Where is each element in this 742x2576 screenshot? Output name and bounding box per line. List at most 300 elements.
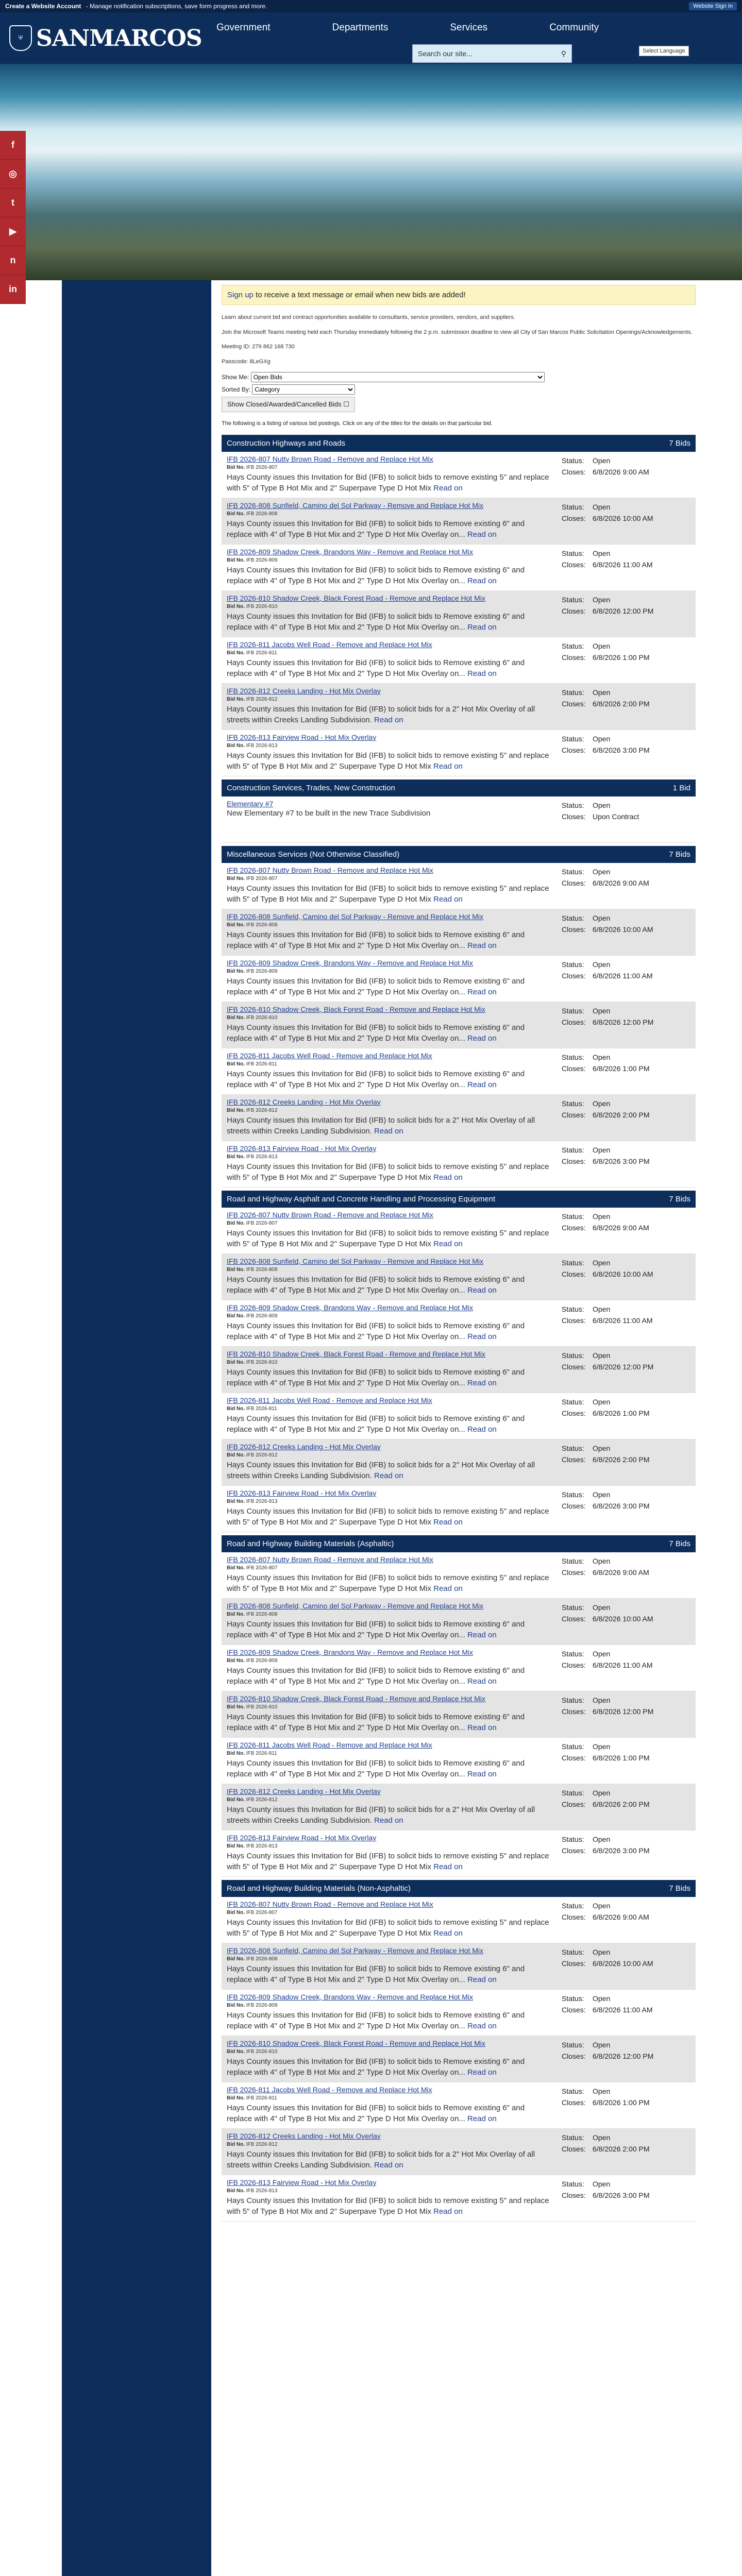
status-value: Open xyxy=(593,1351,611,1360)
bid-category xyxy=(222,779,696,843)
bid-info xyxy=(227,912,562,952)
bid-description-text: Hays County issues this Invitation for Bid (IFB) to solicit bids to remove existing 5" and replace with 5" of Type B Hot Mix and 2" Superpave Type D Hot Mix xyxy=(227,1162,549,1182)
bid-number-label: Bid No. xyxy=(227,1658,245,1664)
closes-value: 6/8/2026 1:00 PM xyxy=(593,1754,650,1762)
account-text: - Manage notification subscriptions, save form progress and more. xyxy=(84,3,267,10)
closes-value: 6/8/2026 9:00 AM xyxy=(593,1224,649,1232)
search-input[interactable] xyxy=(412,44,572,63)
bid-info xyxy=(227,2039,562,2079)
bid-description-text: Hays County issues this Invitation for Bid (IFB) to solicit bids to Remove existing 6" and replace with 4" of Type B Hot Mix and 2" Type D Hot Mix Overlay on... xyxy=(227,1023,525,1043)
nav-community[interactable]: Community xyxy=(549,22,599,33)
read-on-link[interactable]: Read on xyxy=(467,1975,497,1984)
bid-category xyxy=(222,1191,696,1532)
nav-government[interactable]: Government xyxy=(216,22,271,33)
bid-description xyxy=(227,1851,551,1872)
bid-description-text: Hays County issues this Invitation for Bid (IFB) to solicit bids to Remove existing 6" and replace with 4" of Type B Hot Mix and 2" Type D Hot Mix Overlay on... xyxy=(227,2057,525,2077)
bid-number xyxy=(227,2095,551,2101)
bid-row xyxy=(222,1897,696,1943)
read-on-link[interactable]: Read on xyxy=(467,1286,497,1295)
status-label: Status: xyxy=(562,688,584,697)
bid-description-text: Hays County issues this Invitation for Bid (IFB) to solicit bids to remove existing 5" and replace with 5" of Type B Hot Mix and 2" Superpave Type D Hot Mix xyxy=(227,2196,549,2216)
bid-title-link[interactable]: IFB 2026-812 Creeks Landing - Hot Mix Overlay xyxy=(227,1443,381,1451)
bid-row xyxy=(222,1300,696,1347)
bid-number-value: IFB 2026-811 xyxy=(246,1061,277,1067)
bid-title-link[interactable]: IFB 2026-807 Nutty Brown Road - Remove and Replace Hot Mix xyxy=(227,1555,433,1564)
bid-status xyxy=(562,1993,690,2032)
bid-number xyxy=(227,465,551,470)
bid-description xyxy=(227,2195,551,2217)
bid-description-text: Hays County issues this Invitation for Bid (IFB) to solicit bids to Remove existing 6" and replace with 4" of Type B Hot Mix and 2" Type D Hot Mix Overlay on... xyxy=(227,2104,525,2123)
bid-row xyxy=(222,2175,696,2222)
closes-label: Closes: xyxy=(562,925,586,934)
bid-row xyxy=(222,684,696,730)
main-area xyxy=(0,280,742,2576)
bid-description xyxy=(227,565,551,586)
bid-number-value: IFB 2026-808 xyxy=(246,922,278,928)
status-label: Status: xyxy=(562,960,584,969)
bid-status xyxy=(562,1257,690,1297)
bid-title-link[interactable]: IFB 2026-813 Fairview Road - Hot Mix Overlay xyxy=(227,1834,377,1842)
bid-title-link[interactable]: IFB 2026-813 Fairview Road - Hot Mix Overlay xyxy=(227,1489,377,1497)
status-label: Status: xyxy=(562,735,584,743)
category-count: 7 Bids xyxy=(669,850,690,859)
bid-number-value: IFB 2026-807 xyxy=(246,876,278,882)
bid-number xyxy=(227,1108,551,1113)
read-on-link[interactable]: Read on xyxy=(467,1425,497,1434)
bid-info xyxy=(227,1648,562,1688)
status-value: Open xyxy=(593,1789,611,1797)
closes-value: 6/8/2026 11:00 AM xyxy=(593,1661,653,1670)
status-label: Status: xyxy=(562,1053,584,1061)
bid-title-link[interactable]: IFB 2026-809 Shadow Creek, Brandons Way - Remove and Replace Hot Mix xyxy=(227,959,474,967)
bid-info xyxy=(227,1211,562,1250)
status-value: Open xyxy=(593,1902,611,1910)
read-on-link[interactable]: Read on xyxy=(433,1929,463,1938)
read-on-link[interactable]: Read on xyxy=(467,1379,497,1387)
bid-row xyxy=(222,730,696,776)
bid-number xyxy=(227,1956,551,1962)
bid-title-link[interactable]: IFB 2026-811 Jacobs Well Road - Remove and Replace Hot Mix xyxy=(227,640,432,649)
closes-label: Closes: xyxy=(562,653,586,662)
bid-description-text: Hays County issues this Invitation for Bid (IFB) to solicit bids to Remove existing 6" and replace with 4" of Type B Hot Mix and 2" Type D Hot Mix Overlay on... xyxy=(227,1275,525,1295)
status-value: Open xyxy=(593,868,611,876)
bid-title-link[interactable]: IFB 2026-808 Sunfield, Camino del Sol Parkway - Remove and Replace Hot Mix xyxy=(227,1257,484,1265)
bid-number-label: Bid No. xyxy=(227,1612,245,1617)
read-on-link[interactable]: Read on xyxy=(433,2207,463,2216)
search-icon[interactable]: ⚲ xyxy=(561,49,566,58)
bid-number-value: IFB 2026-809 xyxy=(246,557,278,563)
bid-number-value: IFB 2026-808 xyxy=(246,1956,278,1962)
bid-number-label: Bid No. xyxy=(227,1797,245,1803)
nextdoor-icon[interactable]: n xyxy=(0,246,26,275)
bid-title-link[interactable]: IFB 2026-807 Nutty Brown Road - Remove and Replace Hot Mix xyxy=(227,1900,433,1908)
read-on-link[interactable]: Read on xyxy=(467,669,497,678)
read-on-link[interactable]: Read on xyxy=(467,1723,497,1732)
read-on-link[interactable]: Read on xyxy=(467,988,497,996)
bid-title-link[interactable]: IFB 2026-811 Jacobs Well Road - Remove and Replace Hot Mix xyxy=(227,1052,432,1060)
category-header xyxy=(222,1191,696,1208)
read-on-link[interactable]: Read on xyxy=(433,895,463,904)
read-on-link[interactable]: Read on xyxy=(467,941,497,950)
bid-number-label: Bid No. xyxy=(227,1154,245,1160)
read-on-link[interactable]: Read on xyxy=(433,762,463,771)
read-on-link[interactable]: Read on xyxy=(433,1173,463,1182)
nav-services[interactable]: Services xyxy=(450,22,488,33)
signup-link[interactable]: Sign up xyxy=(227,291,254,299)
status-label: Status: xyxy=(562,1789,584,1797)
bid-status xyxy=(562,2039,690,2079)
bid-title-link[interactable]: IFB 2026-810 Shadow Creek, Black Forest Road - Remove and Replace Hot Mix xyxy=(227,1005,485,1013)
bid-number xyxy=(227,969,551,974)
bid-title-link[interactable]: Elementary #7 xyxy=(227,800,274,808)
bid-number-value: IFB 2026-810 xyxy=(246,1360,278,1365)
signup-text: to receive a text message or email when new bids are added! xyxy=(253,291,466,299)
status-label: Status: xyxy=(562,2180,584,2188)
bid-number-label: Bid No. xyxy=(227,1910,245,1916)
bid-number-value: IFB 2026-809 xyxy=(246,1658,278,1664)
bid-row xyxy=(222,1393,696,1439)
closes-label: Closes: xyxy=(562,1913,586,1922)
bid-category xyxy=(222,846,696,1188)
bid-number-label: Bid No. xyxy=(227,2188,245,2194)
status-label: Status: xyxy=(562,1742,584,1751)
bid-info xyxy=(227,1489,562,1529)
bid-description-text: Hays County issues this Invitation for Bid (IFB) to solicit bids to remove existing 5" and replace with 5" of Type B Hot Mix and 2" Superpave Type D Hot Mix xyxy=(227,1852,549,1871)
bid-title-link[interactable]: IFB 2026-811 Jacobs Well Road - Remove and Replace Hot Mix xyxy=(227,2086,432,2094)
logo-text: SANMARCOS xyxy=(36,25,202,52)
bid-info xyxy=(227,640,562,680)
closes-value: 6/8/2026 1:00 PM xyxy=(593,2098,650,2107)
bid-number-label: Bid No. xyxy=(227,1015,245,1021)
bid-title-link[interactable]: IFB 2026-810 Shadow Creek, Black Forest Road - Remove and Replace Hot Mix xyxy=(227,2039,485,2047)
closes-value: 6/8/2026 12:00 PM xyxy=(593,1707,654,1716)
bid-title-link[interactable]: IFB 2026-809 Shadow Creek, Brandons Way - Remove and Replace Hot Mix xyxy=(227,1993,474,2001)
bid-description xyxy=(227,1711,551,1733)
bid-status xyxy=(562,866,690,906)
bid-number-label: Bid No. xyxy=(227,1565,245,1571)
bid-info xyxy=(227,1005,562,1045)
bid-row xyxy=(222,796,696,843)
bid-status xyxy=(562,1052,690,1091)
bid-title-link[interactable]: IFB 2026-808 Sunfield, Camino del Sol Parkway - Remove and Replace Hot Mix xyxy=(227,501,484,510)
closes-value: 6/8/2026 10:00 AM xyxy=(593,925,653,934)
closes-label: Closes: xyxy=(562,1018,586,1027)
bid-number-value: IFB 2026-810 xyxy=(246,604,278,609)
bid-title-link[interactable]: IFB 2026-812 Creeks Landing - Hot Mix Overlay xyxy=(227,687,381,695)
bid-title-link[interactable]: IFB 2026-807 Nutty Brown Road - Remove and Replace Hot Mix xyxy=(227,455,433,463)
bid-description-text: Hays County issues this Invitation for Bid (IFB) to solicit bids for a 2" Hot Mix Overlay of all streets within Creeks Landing Subdivision. xyxy=(227,705,535,724)
bid-status xyxy=(562,455,690,495)
bid-title-link[interactable]: IFB 2026-813 Fairview Road - Hot Mix Overlay xyxy=(227,1144,377,1153)
nav-departments[interactable]: Departments xyxy=(332,22,389,33)
read-on-link[interactable]: Read on xyxy=(433,1240,463,1248)
read-on-link[interactable]: Read on xyxy=(467,1080,497,1089)
bid-title-link[interactable]: IFB 2026-810 Shadow Creek, Black Forest Road - Remove and Replace Hot Mix xyxy=(227,594,485,602)
bid-title-link[interactable]: IFB 2026-811 Jacobs Well Road - Remove and Replace Hot Mix xyxy=(227,1396,432,1404)
bid-number-label: Bid No. xyxy=(227,1313,245,1319)
bid-info xyxy=(227,1834,562,1873)
bid-number xyxy=(227,1910,551,1916)
bid-row xyxy=(222,1048,696,1095)
bid-title-link[interactable]: IFB 2026-810 Shadow Creek, Black Forest Road - Remove and Replace Hot Mix xyxy=(227,1350,485,1358)
bid-description xyxy=(227,2149,551,2171)
read-on-link[interactable]: Read on xyxy=(467,530,497,539)
bid-title-link[interactable]: IFB 2026-810 Shadow Creek, Black Forest Road - Remove and Replace Hot Mix xyxy=(227,1694,485,1703)
bid-description-text: Hays County issues this Invitation for Bid (IFB) to solicit bids to Remove existing 6" and replace with 4" of Type B Hot Mix and 2" Type D Hot Mix Overlay on... xyxy=(227,1070,525,1089)
read-on-link[interactable]: Read on xyxy=(467,1631,497,1639)
status-label: Status: xyxy=(562,1099,584,1108)
bid-number-value: IFB 2026-809 xyxy=(246,1313,278,1319)
listing-note: The following is a listing of various bid postings. Click on any of the titles for the details on that particular bid. xyxy=(222,420,493,427)
website-sign-in-button[interactable]: Website Sign In xyxy=(689,2,737,10)
bid-number-label: Bid No. xyxy=(227,1221,245,1226)
status-value: Open xyxy=(593,735,611,743)
closed-bids-checkbox[interactable]: Show Closed/Awarded/Cancelled Bids ☐ xyxy=(222,397,355,412)
bid-number-value: IFB 2026-813 xyxy=(246,1154,278,1160)
read-on-link[interactable]: Read on xyxy=(467,1770,497,1778)
bid-description-text: Hays County issues this Invitation for Bid (IFB) to solicit bids for a 2" Hot Mix Overlay of all streets within Creeks Landing Subdivision. xyxy=(227,1461,535,1480)
bid-row xyxy=(222,909,696,956)
bid-number xyxy=(227,2049,551,2055)
bid-title-link[interactable]: IFB 2026-812 Creeks Landing - Hot Mix Overlay xyxy=(227,1787,381,1795)
bid-number-label: Bid No. xyxy=(227,1704,245,1710)
bid-info xyxy=(227,1303,562,1343)
bid-description xyxy=(227,1161,551,1183)
read-on-link[interactable]: Read on xyxy=(374,1471,403,1480)
category-header xyxy=(222,1880,696,1897)
bid-info xyxy=(227,548,562,587)
linkedin-icon[interactable]: in xyxy=(0,275,26,304)
bid-title-link[interactable]: IFB 2026-809 Shadow Creek, Brandons Way - Remove and Replace Hot Mix xyxy=(227,1648,474,1656)
read-on-link[interactable]: Read on xyxy=(467,623,497,632)
bid-categories xyxy=(216,435,701,2222)
bid-title-link[interactable]: IFB 2026-812 Creeks Landing - Hot Mix Overlay xyxy=(227,2132,381,2140)
bid-info xyxy=(227,2178,562,2218)
closes-label: Closes: xyxy=(562,2006,586,2014)
read-on-link[interactable]: Read on xyxy=(467,2022,497,2030)
bid-status xyxy=(562,2178,690,2218)
bid-number-label: Bid No. xyxy=(227,2003,245,2008)
site-header xyxy=(0,12,742,64)
bid-description xyxy=(227,704,551,725)
bid-info xyxy=(227,1900,562,1940)
bid-description xyxy=(227,1367,551,1388)
bid-status xyxy=(562,733,690,773)
bid-status xyxy=(562,1144,690,1184)
bid-row xyxy=(222,545,696,591)
bid-title-link[interactable]: IFB 2026-807 Nutty Brown Road - Remove and Replace Hot Mix xyxy=(227,1211,433,1219)
bid-info xyxy=(227,1555,562,1595)
category-name: Construction Highways and Roads xyxy=(227,439,346,448)
bid-info xyxy=(227,1787,562,1827)
bid-status xyxy=(562,1396,690,1436)
read-on-link[interactable]: Read on xyxy=(433,1584,463,1593)
bid-description xyxy=(227,1917,551,1939)
bid-number-value: IFB 2026-809 xyxy=(246,2003,278,2008)
closes-label: Closes: xyxy=(562,1661,586,1670)
bid-description xyxy=(227,976,551,997)
status-value: Open xyxy=(593,1742,611,1751)
closes-label: Closes: xyxy=(562,1846,586,1855)
read-on-link[interactable]: Read on xyxy=(374,716,403,724)
social-bar xyxy=(0,131,26,304)
status-label: Status: xyxy=(562,1835,584,1843)
bid-number xyxy=(227,1452,551,1458)
status-value: Open xyxy=(593,1650,611,1658)
bid-row xyxy=(222,1738,696,1784)
bid-status xyxy=(562,1834,690,1873)
closes-value: 6/8/2026 12:00 PM xyxy=(593,1018,654,1027)
show-select[interactable] xyxy=(251,372,545,382)
bid-title-link[interactable]: IFB 2026-809 Shadow Creek, Brandons Way - Remove and Replace Hot Mix xyxy=(227,548,474,556)
bid-title-link[interactable]: IFB 2026-808 Sunfield, Camino del Sol Parkway - Remove and Replace Hot Mix xyxy=(227,1602,484,1610)
bid-number xyxy=(227,1797,551,1803)
top-bar xyxy=(0,0,742,12)
category-count: 7 Bids xyxy=(669,439,690,448)
status-value: Open xyxy=(593,642,611,650)
bid-number xyxy=(227,511,551,517)
status-value: Open xyxy=(593,1994,611,2003)
facebook-icon[interactable]: f xyxy=(0,131,26,160)
closes-value: 6/8/2026 2:00 PM xyxy=(593,1800,650,1809)
category-count: 7 Bids xyxy=(669,1539,690,1548)
bid-title-link[interactable]: IFB 2026-813 Fairview Road - Hot Mix Overlay xyxy=(227,2178,377,2187)
category-name: Road and Highway Asphalt and Concrete Handling and Processing Equipment xyxy=(227,1195,496,1204)
status-value: Open xyxy=(593,2087,611,2095)
read-on-link[interactable]: Read on xyxy=(467,1034,497,1043)
bid-number-label: Bid No. xyxy=(227,2142,245,2147)
bid-info xyxy=(227,1694,562,1734)
bid-number xyxy=(227,1612,551,1617)
read-on-link[interactable]: Read on xyxy=(374,1816,403,1825)
bid-number xyxy=(227,922,551,928)
bid-info xyxy=(227,733,562,773)
status-value: Open xyxy=(593,1948,611,1956)
status-value: Open xyxy=(593,456,611,465)
youtube-icon[interactable]: ▶ xyxy=(0,217,26,246)
bid-title-link[interactable]: IFB 2026-808 Sunfield, Camino del Sol Parkway - Remove and Replace Hot Mix xyxy=(227,1946,484,1955)
read-on-link[interactable]: Read on xyxy=(467,1677,497,1686)
bid-title-link[interactable]: IFB 2026-811 Jacobs Well Road - Remove and Replace Hot Mix xyxy=(227,1741,432,1749)
bid-description-text: Hays County issues this Invitation for Bid (IFB) to solicit bids for a 2" Hot Mix Overlay of all streets within Creeks Landing Subdivision. xyxy=(227,1805,535,1825)
bid-info xyxy=(227,2086,562,2125)
bid-description xyxy=(227,2056,551,2078)
bid-row xyxy=(222,1691,696,1738)
closes-value: 6/8/2026 3:00 PM xyxy=(593,746,650,755)
bid-title-link[interactable]: IFB 2026-807 Nutty Brown Road - Remove and Replace Hot Mix xyxy=(227,866,433,874)
bid-status xyxy=(562,501,690,541)
bid-number-value: IFB 2026-811 xyxy=(246,1751,277,1756)
bid-row xyxy=(222,1486,696,1532)
closes-label: Closes: xyxy=(562,746,586,755)
bid-description-text: Hays County issues this Invitation for Bid (IFB) to solicit bids for a 2" Hot Mix Overlay of all streets within Creeks Landing Subdivision. xyxy=(227,1116,535,1136)
bid-number xyxy=(227,2142,551,2147)
closes-label: Closes: xyxy=(562,1754,586,1762)
status-value: Open xyxy=(593,1603,611,1612)
read-on-link[interactable]: Read on xyxy=(433,1862,463,1871)
closes-value: 6/8/2026 9:00 AM xyxy=(593,1568,649,1577)
bid-number-value: IFB 2026-812 xyxy=(246,2142,278,2147)
twitter-icon[interactable]: t xyxy=(0,189,26,217)
bid-title-link[interactable]: IFB 2026-809 Shadow Creek, Brandons Way - Remove and Replace Hot Mix xyxy=(227,1303,474,1312)
bid-description-text: Hays County issues this Invitation for Bid (IFB) to solicit bids to remove existing 5" and replace with 5" of Type B Hot Mix and 2" Superpave Type D Hot Mix xyxy=(227,751,549,771)
bid-number-value: IFB 2026-813 xyxy=(246,1843,278,1849)
status-label: Status: xyxy=(562,1212,584,1221)
status-label: Status: xyxy=(562,1994,584,2003)
bid-number xyxy=(227,876,551,882)
closes-label: Closes: xyxy=(562,1316,586,1325)
language-select[interactable]: Select Language xyxy=(639,46,689,56)
bid-row xyxy=(222,1831,696,1877)
bid-number-label: Bid No. xyxy=(227,2095,245,2101)
read-on-link[interactable]: Read on xyxy=(374,2161,403,2170)
bid-info xyxy=(227,2132,562,2172)
status-label: Status: xyxy=(562,868,584,876)
bid-status xyxy=(562,1098,690,1138)
bid-info xyxy=(227,1946,562,1986)
closes-value: 6/8/2026 11:00 AM xyxy=(593,561,653,569)
read-on-link[interactable]: Read on xyxy=(467,1332,497,1341)
create-account-link[interactable]: Create a Website Account xyxy=(5,3,81,10)
bid-info xyxy=(227,1443,562,1482)
bid-description-text: Hays County issues this Invitation for Bid (IFB) to solicit bids to Remove existing 6" and replace with 4" of Type B Hot Mix and 2" Type D Hot Mix Overlay on... xyxy=(227,1759,525,1778)
bid-status xyxy=(562,2086,690,2125)
closes-label: Closes: xyxy=(562,1615,586,1623)
status-label: Status: xyxy=(562,2087,584,2095)
bid-status xyxy=(562,1350,690,1389)
read-on-link[interactable]: Read on xyxy=(467,2114,497,2123)
closes-value: 6/8/2026 11:00 AM xyxy=(593,2006,653,2014)
bid-number-label: Bid No. xyxy=(227,969,245,974)
bid-title-link[interactable]: IFB 2026-808 Sunfield, Camino del Sol Parkway - Remove and Replace Hot Mix xyxy=(227,912,484,921)
instagram-icon[interactable]: ◎ xyxy=(0,160,26,189)
status-value: Open xyxy=(593,1305,611,1313)
bid-number xyxy=(227,1015,551,1021)
bid-title-link[interactable]: IFB 2026-813 Fairview Road - Hot Mix Overlay xyxy=(227,733,377,741)
bid-number-value: IFB 2026-810 xyxy=(246,1704,278,1710)
closes-label: Closes: xyxy=(562,1800,586,1809)
closes-label: Closes: xyxy=(562,1157,586,1166)
bid-status xyxy=(562,1005,690,1045)
bid-row xyxy=(222,1254,696,1300)
status-value: Open xyxy=(593,801,611,809)
bid-number xyxy=(227,697,551,702)
category-count: 7 Bids xyxy=(669,1195,690,1204)
bid-number-label: Bid No. xyxy=(227,2049,245,2055)
read-on-link[interactable]: Read on xyxy=(467,2068,497,2077)
read-on-link[interactable]: Read on xyxy=(433,1518,463,1527)
bid-number-label: Bid No. xyxy=(227,876,245,882)
bid-status xyxy=(562,548,690,587)
read-on-link[interactable]: Read on xyxy=(467,577,497,585)
closes-label: Closes: xyxy=(562,1455,586,1464)
category-name: Construction Services, Trades, New Construction xyxy=(227,784,395,792)
sort-select[interactable] xyxy=(252,384,355,395)
read-on-link[interactable]: Read on xyxy=(433,484,463,493)
bid-row xyxy=(222,1095,696,1141)
bid-description xyxy=(227,1320,551,1342)
bid-row xyxy=(222,2129,696,2175)
closes-label: Closes: xyxy=(562,2098,586,2107)
bid-title-link[interactable]: IFB 2026-812 Creeks Landing - Hot Mix Overlay xyxy=(227,1098,381,1106)
read-on-link[interactable]: Read on xyxy=(374,1127,403,1136)
closes-value: 6/8/2026 2:00 PM xyxy=(593,1111,650,1120)
search-placeholder: Search our site... xyxy=(418,49,473,58)
signup-alert xyxy=(222,285,696,305)
closes-label: Closes: xyxy=(562,1224,586,1232)
site-logo[interactable] xyxy=(9,25,202,52)
bid-info xyxy=(227,455,562,495)
